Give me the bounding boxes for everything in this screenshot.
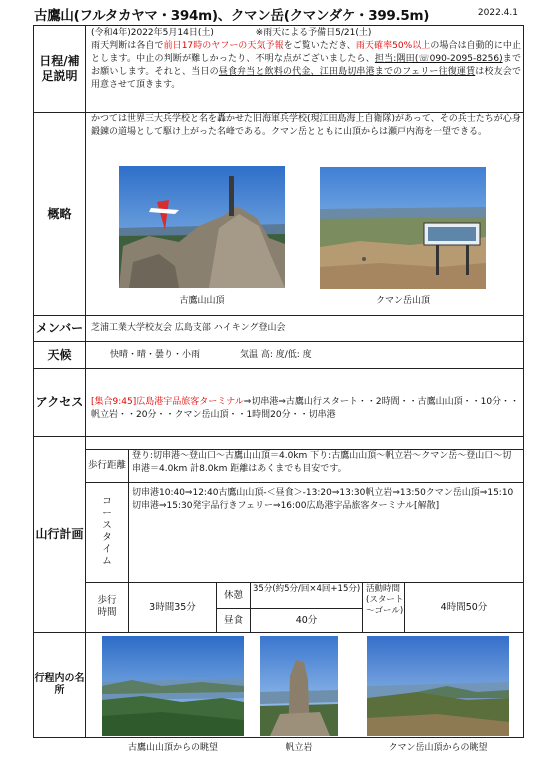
access-label: アクセス <box>35 395 84 409</box>
photo-kuman-caption: クマン岳山頂 <box>375 296 430 306</box>
lunch-value: 40分 <box>295 614 318 626</box>
sights-label: 行程内の名所 <box>34 672 85 696</box>
members-value: 芝浦工業大学校友会 広島支部 ハイキング登山会 <box>91 323 286 333</box>
distance-label: 歩行距離 <box>87 460 126 472</box>
active-time-value: 4時間50分 <box>440 601 488 613</box>
weather-label: 天候 <box>47 347 72 362</box>
contact-info: 担当:隅田(☏090-2095-8256) <box>374 54 503 64</box>
schedule-label: 日程/補足説明 <box>39 54 80 83</box>
overview-text: かつては世界三大兵学校と名を轟かせた旧海軍兵学校(現江田島海上自衛隊)があって、その兵士たちが心身鍛錬の道場として駆け上がった名峰である。クマン岳とともに山頂からは瀬戸内海を一望できる。 <box>91 114 521 137</box>
rain-date: ※雨天による予備日5/21(土) <box>255 28 372 38</box>
schedule-date-line <box>91 27 521 40</box>
note-text: 雨天判断は各自で <box>91 41 164 51</box>
photo-view-kuman <box>367 636 509 736</box>
event-date: (令和4年)2022年5月14日(土) <box>91 28 214 38</box>
schedule-note <box>91 40 521 92</box>
document-date: 2022.4.1 <box>477 8 518 18</box>
photo-view-furutaka-caption: 古鷹山山頂からの眺望 <box>127 743 218 753</box>
course-time-text: 切串港10:40⇒12:40古鷹山山頂-＜昼食＞-13:20⇒13:30帆立岩⇒13:50クマン岳山頂⇒15:10切串港⇒15:30発宇品行きフェリー⇒16:00広島港宇品旅客ターミナル[解散] <box>132 488 514 511</box>
route-text: ⇒切串港⇒古鷹山行スタート・・2時間・・古鷹山山頂・・10分・・帆立岩・・20分・・クマン岳山頂・・1時間20分・・切串港 <box>91 397 520 420</box>
note-text: の場合は自動的に中止とします。中止の判断が難しかったり、不明な点がございましたら、 <box>91 41 521 64</box>
weather-options: 快晴・晴・曇り・小雨 <box>110 350 201 360</box>
note-text: までお願いします。それと、当日の <box>91 54 521 77</box>
members-label: メンバー <box>35 321 84 335</box>
walk-time-value: 3時間35分 <box>149 601 196 613</box>
note-text: は校友会で用意させて頂きます。 <box>91 67 521 90</box>
note-costs: 昼食弁当と飲料の代金、江田島切串港までのフェリー往復運賃 <box>218 67 476 77</box>
photo-kuman-summit <box>320 167 486 289</box>
overview-label: 概略 <box>47 206 72 221</box>
temperature: 気温 高: 度/低: 度 <box>240 350 312 360</box>
walk-time-label: 歩行時間 <box>97 595 117 618</box>
photo-furutaka-summit <box>119 166 285 288</box>
photo-hotate-rock <box>260 636 338 736</box>
active-time-label: 活動時間(スタート～ゴール) <box>366 584 404 616</box>
photo-furutaka-caption: 古鷹山山頂 <box>179 296 225 306</box>
meeting-point: [集合9:45]広島港宇品旅客ターミナル <box>91 397 244 407</box>
course-time-label: コースタイム <box>102 496 112 567</box>
rest-label: 休憩 <box>223 589 243 601</box>
note-weather-source: 前日17時のヤフーの天気予報 <box>163 41 284 51</box>
rest-value: 35分(約5分/回×4回+15分) <box>253 584 361 594</box>
plan-label: 山行計画 <box>35 527 84 541</box>
lunch-label: 昼食 <box>223 614 243 626</box>
distance-text: 登り:切串港～登山口～古鷹山山頂＝4.0km 下り:古鷹山山頂～帆立岩～クマン岳～登山口～切串港＝4.0km 計8.0km 距離はあくまでも目安です。 <box>132 451 512 474</box>
photo-view-kuman-caption: クマン岳山頂からの眺望 <box>388 743 488 753</box>
access-route <box>91 396 521 422</box>
note-text: をご覧いただき、 <box>283 41 356 51</box>
page-title: 古鷹山(フルタカヤマ・394m)、クマン岳(クマンダケ・399.5m) <box>34 8 430 24</box>
photo-view-furutaka <box>102 636 244 736</box>
photo-hotate-caption: 帆立岩 <box>285 743 313 753</box>
note-rain-threshold: 雨天確率50%以上 <box>355 41 431 51</box>
